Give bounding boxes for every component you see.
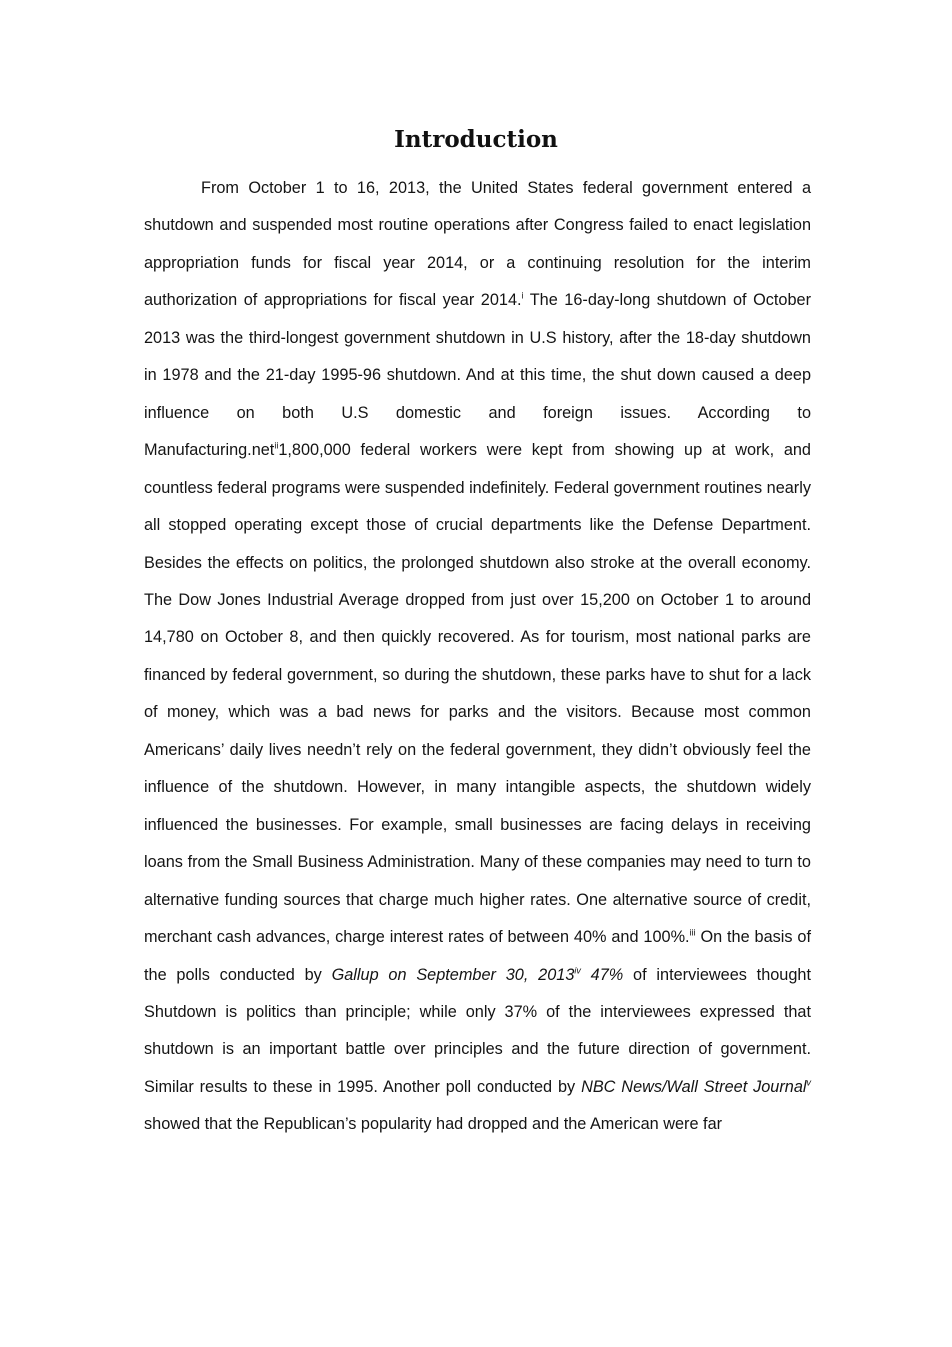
footnote-marker[interactable]	[807, 1077, 812, 1087]
text-run: On the basis of the polls conducted by	[144, 928, 811, 984]
italic-citation: Gallup on September 30, 2013	[331, 965, 575, 984]
text-run: 1,800,000 federal workers were kept from showing up at work, and countless federal programs were suspended indefinitely. Federal government routines nearly all stopped operating except those of crucial departments like the Defense Department. Besides the effects on politics, the prolonged shutdown also stroke at the overall economy. The Dow Jones Industrial Average dropped from just over 15,200 on October 1 to around 14,780 on October 8, and then quickly recovered. As for tourism, most national parks are financed by federal government, so during the shutdown, these parks have to shut for a lack of money, which was a bad news for parks and the visitors. Because most common Americans’ daily lives needn’t rely on the federal government, they didn’t obviously feel the influence of the shutdown. However, in many intangible aspects, the shutdown widely influenced the businesses. For example, small businesses are facing delays in receiving loans from the Small Business Administration. Many of these companies may need to turn to alternative funding sources that charge much higher rates. One alternative source of credit, merchant cash advances, charge interest rates of between 40% and 100%.	[144, 441, 811, 947]
footnote-marker[interactable]: i	[521, 290, 524, 301]
text-run: The 16-day-long shutdown of October 2013 was the third-longest government shutdown in U.S history, after the 18-day shutdown in 1978 and the 21-day 1995-96 shutdown. And at this time, the shut down caused a deep influence on both U.S domestic and foreign issues. According to Manufacturing.net	[144, 291, 811, 460]
text-run: of interviewees thought Shutdown is politics than principle; while only 37% of the interviewees expressed that shutdown is an important battle over principles and the future direction of government. Similar results to these in 1995. Another poll conducted by	[144, 965, 811, 1096]
footnote-marker[interactable]: ii	[274, 440, 279, 451]
italic-citation: NBC News/Wall Street Journal	[581, 1077, 807, 1096]
footnote-marker-italic: iv	[574, 964, 581, 975]
text-run: showed that the Republican’s popularity had dropped and the American were far	[144, 1115, 723, 1134]
page-title: Introduction	[394, 126, 558, 153]
text-run: From October 1 to 16, 2013, the United States federal government entered a shutdown and suspended most routine operations after Congress failed to enact legislation appropriation funds for fiscal year 2014, or a continuing resolution for the interim authorization of appropriations for fiscal year 2014.	[144, 179, 811, 310]
body-paragraph	[144, 170, 811, 1144]
italic-percentage: 47%	[580, 965, 624, 984]
footnote-marker-italic: v	[806, 1077, 811, 1088]
footnote-marker[interactable]: iii	[689, 927, 696, 938]
